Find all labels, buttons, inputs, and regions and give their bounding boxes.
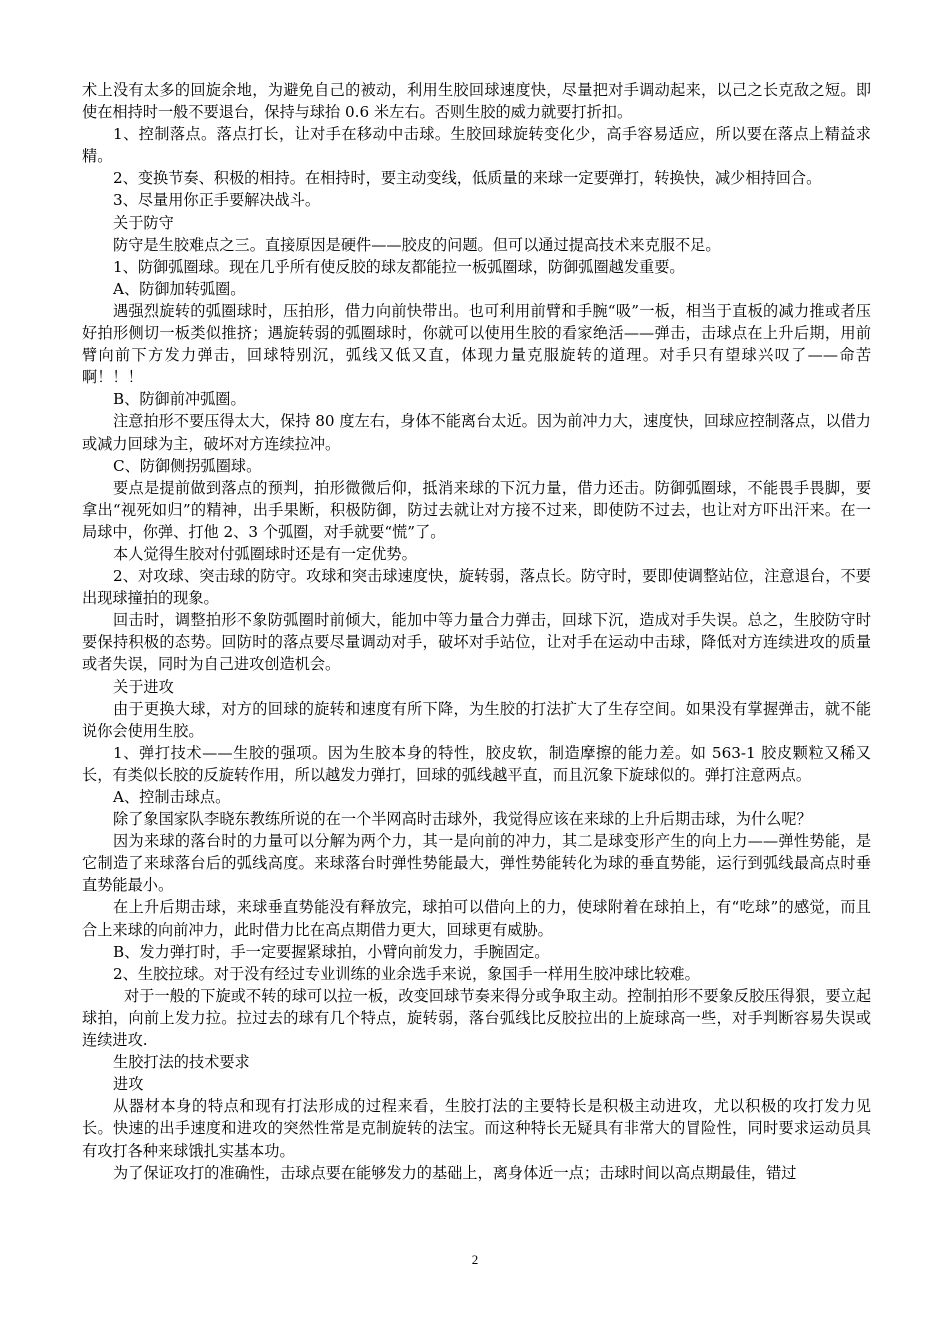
paragraph: 要点是提前做到落点的预判，拍形微微后仰，抵消来球的下沉力量，借力还击。防御弧圈球，不能畏手畏脚，要拿出“视死如归”的精神，出手果断，积极防御，防过去就让对方接不过来，即使防不过去，也让对方吓出汗来。在一局球中，你弹、打他 2、3 个弧圈，对手就要“慌”了。	[82, 478, 871, 541]
paragraph: 2、生胶拉球。对于没有经过专业训练的业余选手来说，象国手一样用生胶冲球比较难。	[113, 964, 700, 983]
paragraph: 术上没有太多的回旋余地，为避免自己的被动，利用生胶回球速度快，尽量把对手调动起来，以己之长克敌之短。即使在相持时一般不要退台，保持与球抬 0.6 米左右。否则生胶的威力就要打折扣。	[82, 81, 871, 122]
paragraph: 1、防御弧圈球。现在几乎所有使反胶的球友都能拉一板弧圈球，防御弧圈越发重要。	[113, 257, 685, 276]
paragraph: 本人觉得生胶对付弧圈球时还是有一定优势。	[113, 544, 417, 563]
paragraph: 2、对攻球、突击球的防守。攻球和突击球速度快，旋转弱，落点长。防守时，要即使调整站位，注意退台，不要出现球撞拍的现象。	[82, 567, 871, 608]
section-heading: 关于防守	[113, 213, 174, 232]
paragraph: 除了象国家队李晓东教练所说的在一个半网高时击球外，我觉得应该在来球的上升后期击球，为什么呢？	[113, 810, 812, 829]
section-heading: 进攻	[113, 1075, 144, 1094]
paragraph: 防守是生胶难点之三。直接原因是硬件——胶皮的问题。但可以通过提高技术来克服不足。	[113, 235, 721, 254]
subheading: A、防御加转弧圈。	[113, 279, 246, 298]
paragraph: B、发力弹打时，手一定要握紧球拍，小臂向前发力，手腕固定。	[113, 942, 550, 961]
document-body	[82, 79, 871, 1184]
section-heading: 生胶打法的技术要求	[113, 1053, 250, 1072]
paragraph: 注意拍形不要压得太大，保持 80 度左右，身体不能离台太近。因为前冲力大，速度快，回球应控制落点，以借力或减力回球为主，破坏对方连续拉冲。	[82, 412, 871, 453]
page-number: 2	[471, 1252, 479, 1267]
paragraph: 从器材本身的特点和现有打法形成的过程来看，生胶打法的主要特长是积极主动进攻，尤以积极的攻打发力见长。快速的出手速度和进攻的突然性常是克制旋转的法宝。而这种特长无疑具有非常大的冒险性，同时要求运动员具有攻打各种来球饿扎实基本功。	[82, 1097, 871, 1160]
paragraph: 为了保证攻打的准确性，击球点要在能够发力的基础上，离身体近一点；击球时间以高点期最佳，错过	[113, 1163, 797, 1182]
paragraph: 1、弹打技术——生胶的强项。因为生胶本身的特性，胶皮软，制造摩擦的能力差。如 563-1 胶皮颗粒又稀又长，有类似长胶的反旋转作用，所以越发力弹打，回球的弧线越平直，而且沉象下旋球似的。弹打注意两点。	[82, 743, 871, 784]
paragraph: 2、变换节奏、积极的相持。在相持时，要主动变线，低质量的来球一定要弹打，转换快，减少相持回合。	[113, 169, 822, 188]
paragraph: 回击时，调整拍形不象防弧圈时前倾大，能加中等力量合力弹击，回球下沉，造成对手失误。总之，生胶防守时要保持积极的态势。回防时的落点要尽量调动对手，破坏对手站位，让对手在运动中击球，降低对方连续进攻的质量或者失误，同时为自己进攻创造机会。	[82, 611, 871, 674]
paragraph: 遇强烈旋转的弧圈球时，压拍形，借力向前快带出。也可利用前臂和手腕“吸”一板，相当于直板的减力推或者压好拍形侧切一板类似推挤；遇旋转弱的弧圈球时，你就可以使用生胶的看家绝活——弹击，击球点在上升后期，用前臂向前下方发力弹击，回球特别沉，弧线又低又直，体现力量克服旋转的道理。对手只有望球兴叹了——命苦啊！！！	[82, 301, 871, 387]
subheading: C、防御侧拐弧圈球。	[113, 456, 262, 475]
section-heading: 关于进攻	[113, 677, 174, 696]
subheading: B、防御前冲弧圈。	[113, 390, 246, 409]
paragraph: 由于更换大球，对方的回球的旋转和速度有所下降，为生胶的打法扩大了生存空间。如果没有掌握弹击，就不能说你会使用生胶。	[82, 699, 871, 740]
paragraph: 在上升后期击球，来球垂直势能没有释放完，球拍可以借向上的力，使球附着在球拍上，有“吃球”的感觉，而且合上来球的向前冲力，此时借力比在高点期借力更大，回球更有威胁。	[82, 898, 871, 939]
paragraph: 1、控制落点。落点打长，让对手在移动中击球。生胶回球旋转变化少，高手容易适应，所以要在落点上精益求精。	[82, 125, 871, 166]
paragraph: 3、尽量用你正手要解决战斗。	[113, 191, 321, 210]
subheading: A、控制击球点。	[113, 788, 231, 806]
paragraph: 因为来球的落台时的力量可以分解为两个力，其一是向前的冲力，其二是球变形产生的向上力——弹性势能，是它制造了来球落台后的弧线高度。来球落台时弹性势能最大，弹性势能转化为球的垂直势能，运行到弧线最高点时垂直势能最小。	[82, 832, 871, 895]
paragraph: 对于一般的下旋或不转的球可以拉一板，改变回球节奏来得分或争取主动。控制拍形不要象反胶压得狠，要立起球拍，向前上发力拉。拉过去的球有几个特点，旋转弱，落台弧线比反胶拉出的上旋球高一些，对手判断容易失误或连续进攻.	[82, 986, 871, 1050]
